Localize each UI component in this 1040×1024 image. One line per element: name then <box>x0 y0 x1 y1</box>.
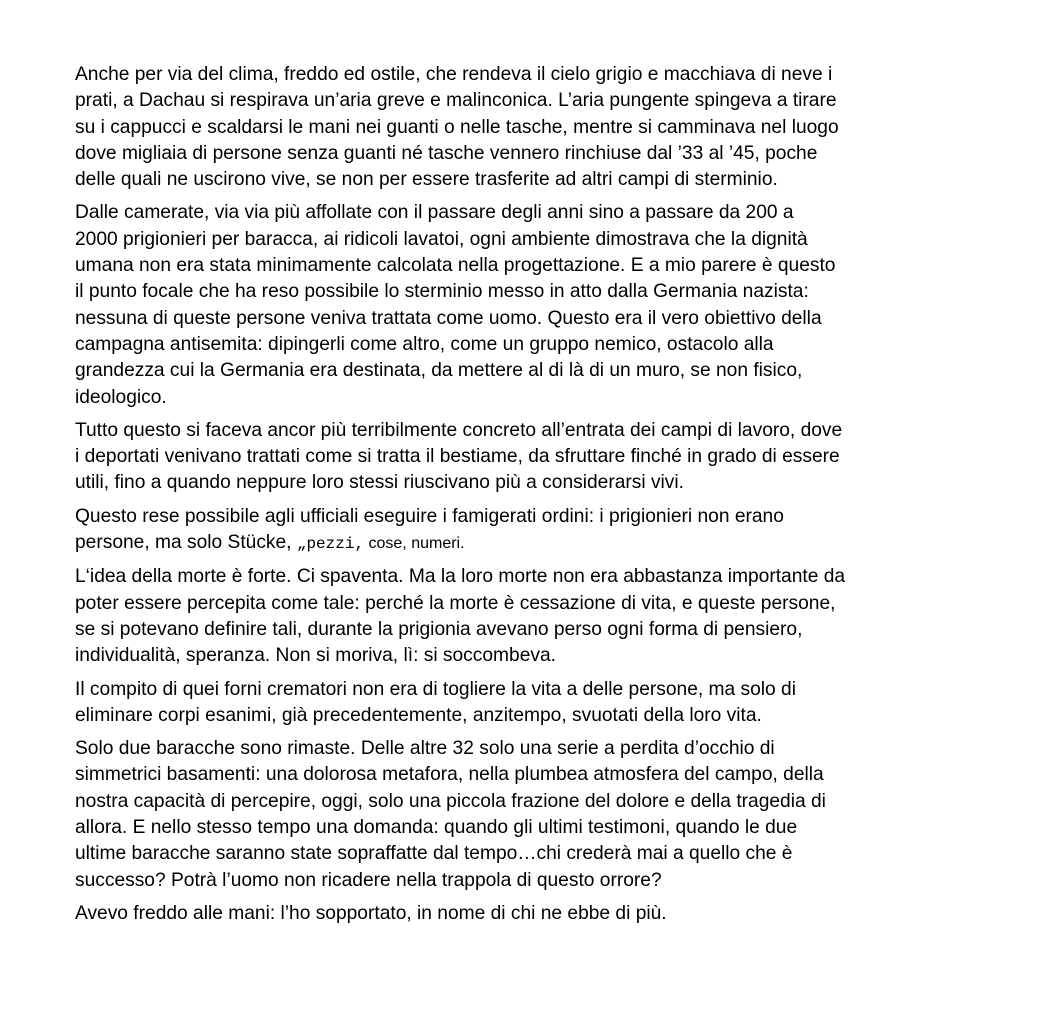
paragraph-4 <box>75 504 1010 558</box>
paragraph-4-quoted-word: „pezzi, <box>296 535 365 554</box>
paragraph-1: Anche per via del clima, freddo ed ostile, che rendeva il cielo grigio e macchiava di neve i prati, a Dachau si respirava un’aria greve e malinconica. L’aria pungente spingeva a tirare su i cappucci e scaldarsi le mani nei guanti o nelle tasche, mentre si camminava nel luogo dove migliaia di persone senza guanti né tasche vennero rinchiuse dal ’33 al ’45, poche delle quali ne uscirono vive, se non per essere trasferite ad altri campi di sterminio. <box>75 64 839 191</box>
paragraph-7: Solo due baracche sono rimaste. Delle altre 32 solo una serie a perdita d’occhio di simmetrici basamenti: una dolorosa metafora, nella plumbea atmosfera del campo, della nostra capacità di percepire, oggi, solo una piccola frazione del dolore e della tragedia di allora. E nello stesso tempo una domanda: quando gli ultimi testimoni, quando le due ultime baracche saranno state sopraffatte dal tempo…chi crederà mai a quello che è successo? Potrà l’uomo non ricadere nella trappola di questo orrore? <box>75 738 826 891</box>
paragraph-3: Tutto questo si faceva ancor più terribilmente concreto all’entrata dei campi di lavoro, dove i deportati venivano trattati come si tratta il bestiame, da sfruttare finché in grado di essere utili, fino a quando neppure loro stessi riuscivano più a considerarsi vivi. <box>75 419 843 494</box>
paragraph-2: Dalle camerate, via via più affollate con il passare degli anni sino a passare da 200 a 2000 prigionieri per baracca, ai ridicoli lavatoi, ogni ambiente dimostrava che la dignità umana non era stata minimamente calcolata nella progettazione. E a mio parere è questo il punto focale che ha reso possibile lo sterminio messo in atto dalla Germania nazista: nessuna di queste persone veniva trattata come uomo. Questo era il vero obiettivo della campagna antisemita: dipingerli come altro, come un gruppo nemico, ostacolo alla grandezza cui la Germania era destinata, da mettere al di là di un muro, se non fisico, ideologico. <box>75 202 836 408</box>
paragraph-6: Il compito di quei forni crematori non era di togliere la vita a delle persone, ma solo di eliminare corpi esanimi, già precedentemente, anzitempo, svuotati della loro vita. <box>75 678 796 726</box>
paragraph-4-line-2-end: cose, numeri. <box>364 535 465 553</box>
paragraph-8: Avevo freddo alle mani: l’ho sopportato, in nome di chi ne ebbe di più. <box>75 902 667 924</box>
document-page <box>75 62 1010 934</box>
paragraph-4-line-1: Questo rese possibile agli ufficiali eseguire i famigerati ordini: i prigionieri non erano <box>75 505 784 527</box>
paragraph-5: L‘idea della morte è forte. Ci spaventa. Ma la loro morte non era abbastanza importante da poter essere percepita come tale: perché la morte è cessazione di vita, e queste persone, se si potevano definire tali, durante la prigionia avevano perso ogni forma di pensiero, individualità, speranza. Non si moriva, lì: si soccombeva. <box>75 566 846 667</box>
paragraph-4-line-2-start: persone, ma solo Stücke, <box>75 532 297 554</box>
